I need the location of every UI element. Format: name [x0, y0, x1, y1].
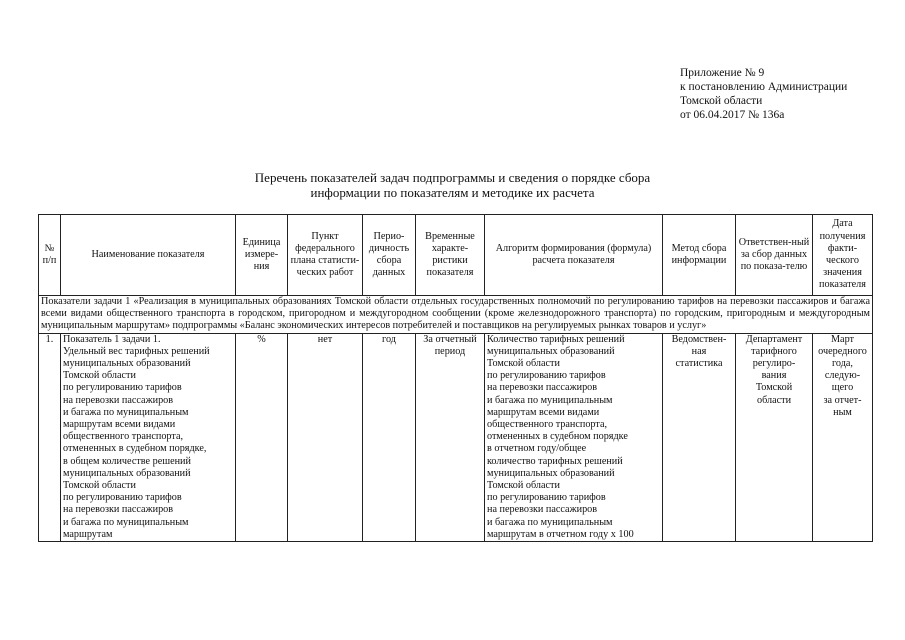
- cell-text-line: на перевозки пассажиров: [487, 382, 598, 394]
- appendix-line: к постановлению Администрации: [680, 81, 848, 93]
- cell-text-line: по регулированию тарифов: [487, 492, 606, 504]
- cell-text-line: маршрутам: [63, 528, 113, 540]
- cell-text-line: маршрутам в отчетном году х 100: [487, 528, 634, 540]
- appendix-line: Томской области: [680, 95, 763, 107]
- date-cell: [813, 333, 873, 541]
- periodicity-cell: год: [363, 333, 416, 541]
- plan-item-cell: нет: [288, 333, 363, 541]
- cell-text-line: на перевозки пассажиров: [487, 504, 598, 516]
- header-cell: Временные характе-ристики показателя: [416, 215, 485, 296]
- cell-text-line: по регулированию тарифов: [63, 492, 182, 504]
- cell-text-line: период: [434, 345, 466, 357]
- cell-text-line: на перевозки пассажиров: [63, 394, 174, 406]
- responsible-cell: [736, 333, 813, 541]
- cell-text-line: ным: [833, 406, 852, 418]
- cell-text-line: Март: [831, 333, 854, 345]
- cell-text-line: и багажа по муниципальным: [63, 516, 189, 528]
- header-cell: Ответствен-ный за сбор данных по показа-телю: [736, 215, 813, 296]
- cell-text-line: и багажа по муниципальным: [487, 394, 613, 406]
- cell-text-line: Департамент: [745, 333, 803, 345]
- header-cell: Метод сбора информации: [663, 215, 736, 296]
- cell-text-line: щего: [831, 382, 854, 394]
- cell-text-line: тарифного: [751, 345, 797, 357]
- cell-text-line: года,: [832, 358, 853, 370]
- indicators-table: [38, 214, 873, 542]
- cell-text-line: вания: [761, 370, 787, 382]
- header-cell: Перио-дичность сбора данных: [363, 215, 416, 296]
- cell-text-line: ная: [691, 345, 707, 357]
- cell-text-line: области: [756, 394, 792, 406]
- indicator-name-cell: [61, 333, 236, 541]
- header-cell: № п/п: [39, 215, 61, 296]
- cell-text-line: следую-: [824, 370, 861, 382]
- document-title: [120, 170, 785, 200]
- cell-text-line: по регулированию тарифов: [487, 370, 606, 382]
- cell-text-line: статистика: [675, 358, 723, 370]
- cell-text-line: Томской области: [63, 370, 136, 382]
- title-line: информации по показателям и методике их расчета: [310, 185, 595, 200]
- cell-text-line: очередного: [818, 345, 867, 357]
- cell-text-line: маршрутам всеми видами: [487, 406, 600, 418]
- cell-text-line: Томской области: [487, 358, 560, 370]
- cell-text-line: по регулированию тарифов: [63, 382, 182, 394]
- appendix-block: [680, 66, 847, 122]
- unit-cell: %: [236, 333, 288, 541]
- cell-text-line: на перевозки пассажиров: [63, 504, 174, 516]
- cell-text-line: муниципальных образований: [487, 345, 615, 357]
- cell-text-line: маршрутам всеми видами: [63, 419, 176, 431]
- time-characteristic-cell: [416, 333, 485, 541]
- cell-text-line: муниципальных образований: [63, 467, 191, 479]
- task-description: Показатели задачи 1 «Реализация в муниципальных образованиях Томской области отдельных государственных полномочий по регулированию тарифов на перевозки пассажиров и багажа всеми видами общественного транспорта в городском, пригородном и междугородном сообщении (кроме железнодорожного транспорта) по городским, пригородным и междугородным муниципальным маршрутам» подпрограммы «Баланс экономических интересов потребителей и поставщиков на регулируемых рынках товаров и услуг»: [39, 296, 873, 334]
- cell-text-line: за отчет-: [823, 394, 862, 406]
- header-row: [39, 215, 873, 296]
- table-row: [39, 333, 873, 541]
- cell-text-line: и багажа по муниципальным: [487, 516, 613, 528]
- cell-text-line: Томской: [755, 382, 793, 394]
- cell-text-line: количество тарифных решений: [487, 455, 623, 467]
- cell-text-line: отмененных в судебном порядке: [487, 431, 628, 443]
- appendix-line: от 06.04.2017 № 136а: [680, 109, 785, 121]
- cell-text-line: Томской области: [63, 480, 136, 492]
- cell-text-line: муниципальных образований: [487, 467, 615, 479]
- cell-text-line: Количество тарифных решений: [487, 333, 625, 345]
- title-line: Перечень показателей задач подпрограммы и сведения о порядке сбора: [254, 170, 651, 185]
- algorithm-cell: [485, 333, 663, 541]
- cell-text-line: Показатель 1 задачи 1.: [63, 333, 161, 345]
- header-cell: Дата получения факти-ческого значения показателя: [813, 215, 873, 296]
- task-row: [39, 296, 873, 334]
- row-number: 1.: [39, 333, 61, 541]
- cell-text-line: и багажа по муниципальным: [63, 406, 189, 418]
- header-cell: Наименование показателя: [61, 215, 236, 296]
- cell-text-line: отмененных в судебном порядке,: [63, 443, 207, 455]
- header-cell: Пункт федерального плана статисти-ческих работ: [288, 215, 363, 296]
- header-cell: Единица измере-ния: [236, 215, 288, 296]
- cell-text-line: Ведомствен-: [671, 333, 727, 345]
- header-cell: Алгоритм формирования (формула) расчета показателя: [485, 215, 663, 296]
- cell-text-line: общественного транспорта,: [63, 431, 184, 443]
- cell-text-line: Удельный вес тарифных решений: [63, 345, 210, 357]
- cell-text-line: регулиро-: [752, 358, 796, 370]
- method-cell: [663, 333, 736, 541]
- appendix-line: Приложение № 9: [680, 67, 765, 79]
- cell-text-line: в общем количестве решений: [63, 455, 191, 467]
- cell-text-line: Томской области: [487, 480, 560, 492]
- cell-text-line: За отчетный: [423, 333, 477, 345]
- cell-text-line: в отчетном году/общее: [487, 443, 587, 455]
- cell-text-line: муниципальных образований: [63, 358, 191, 370]
- cell-text-line: общественного транспорта,: [487, 419, 608, 431]
